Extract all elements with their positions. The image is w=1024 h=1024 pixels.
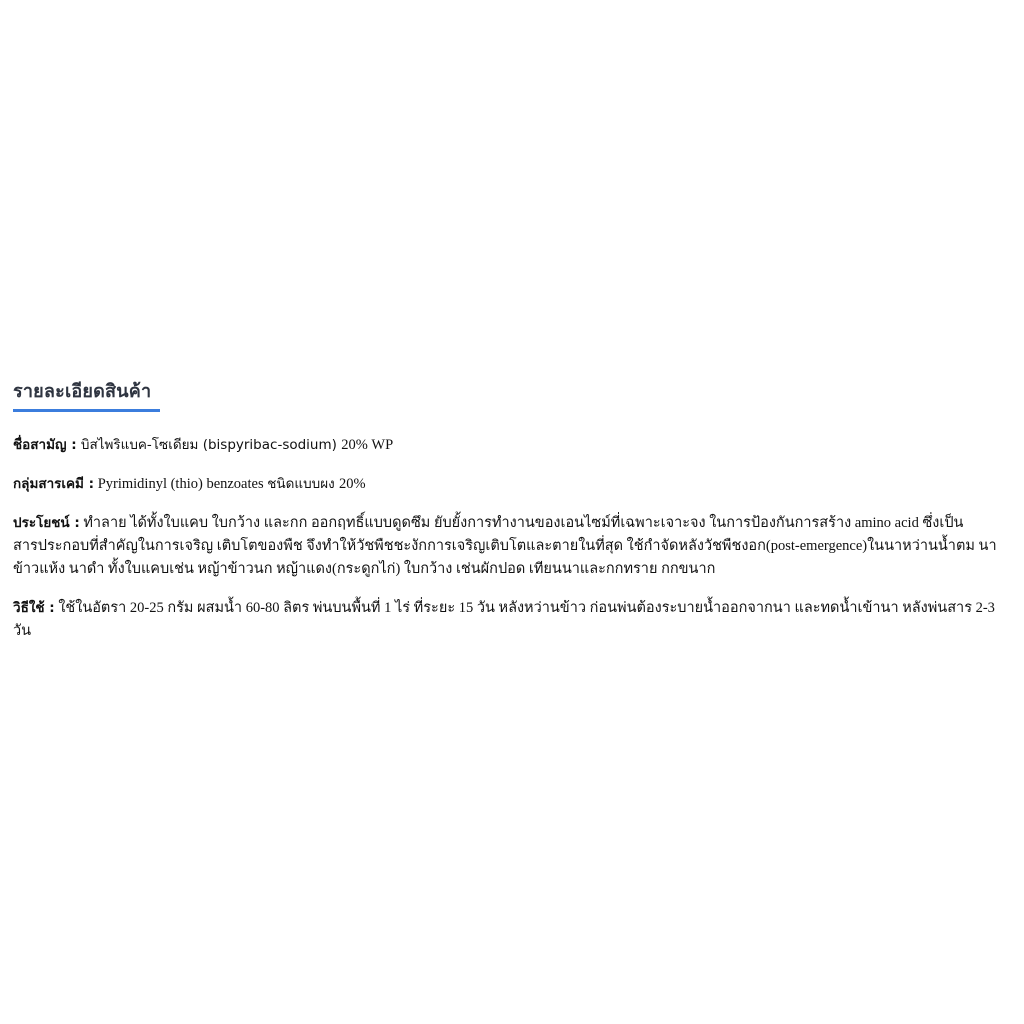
section-header [13,370,160,412]
common-name-formulation: 20% WP [341,437,394,453]
chemical-group-row [13,473,1003,496]
benefits-value: ทำลาย ได้ทั้งใบแคบ ใบกว้าง และกก ออกฤทธิ์แบบดูดซึม ยับยั้งการทำงานของเอนไซม์ที่เฉพาะเจาะจง ในการป้องกันการสร้าง amino acid ซึ่งเป็นสารประกอบที่สำคัญในการเจริญ เติบโตของพืช จึงทำให้วัชพืชชะงักการเจริญเติบโตและตายในที่สุด ใช้กำจัดหลังวัชพืชงอก(post-emergence)ในนาหว่านน้ำตม นาข้าวแห้ง นาดำ ทั้งใบแคบเช่น หญ้าข้าวนก หญ้าแดง(กระดูกไก่) ใบกว้าง เช่นผักปอด เทียนนาและกกทราย กกขนาก [13,515,997,577]
benefits-row [13,512,1003,581]
common-name-label: ชื่อสามัญ : [13,437,77,453]
product-details-section [13,370,1003,659]
common-name-value: บิสไพริแบค-โซเดียม (bispyribac-sodium) [76,437,342,453]
common-name-row [13,434,1003,457]
benefits-label: ประโยชน์ : [13,515,80,531]
section-title: รายละเอียดสินค้า [13,381,152,402]
product-details-content [13,434,1003,643]
chemical-group-value: Pyrimidinyl (thio) benzoates [94,476,268,492]
chemical-group-label: กลุ่มสารเคมี : [13,476,95,492]
usage-value: ใช้ในอัตรา 20-25 กรัม ผสมน้ำ 60-80 ลิตร พ่นบนพื้นที่ 1 ไร่ ที่ระยะ 15 วัน หลังหว่านข้าว ก่อนพ่นต้องระบายน้ำออกจากนา และทดน้ำเข้านา หลังพ่นสาร 2-3 วัน [13,600,995,639]
chemical-group-percent: 20% [339,476,366,492]
usage-row [13,597,1003,643]
usage-label: วิธีใช้ : [13,600,55,616]
chemical-group-type: ชนิดแบบผง [267,476,340,492]
